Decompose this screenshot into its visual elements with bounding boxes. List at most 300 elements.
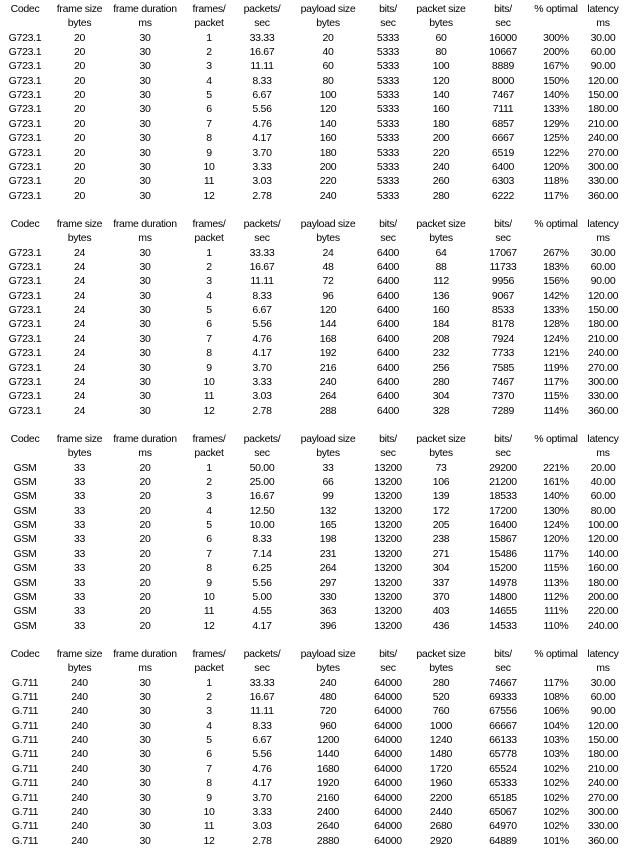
cell-payload-size: 288 [319,404,337,417]
cell-payload-size: 2400 [316,805,340,818]
table-row [0,303,628,317]
header-payload-bits-per-sec: sec [380,17,396,30]
header-packet-size: packet size [416,218,466,230]
cell-payload-bits-per-sec: 5333 [376,46,400,59]
cell-payload-bits-per-sec: 5333 [376,74,400,87]
cell-payload-bits-per-sec: 13200 [374,476,402,489]
cell-latency: 270.00 [587,361,619,374]
cell-payload-bits-per-sec: 5333 [376,60,400,73]
cell-percent-optimal: 130% [543,504,569,517]
cell-packet-size: 2440 [429,805,453,818]
cell-packet-bits-per-sec: 6303 [491,175,515,188]
cell-payload-size: 1200 [316,734,340,747]
cell-frame-size: 20 [73,103,86,116]
cell-packets-per-sec: 6.67 [252,89,272,102]
cell-latency: 150.00 [587,304,619,317]
table-row [0,805,628,819]
cell-percent-optimal: 200% [543,46,569,59]
header-percent-optimal: % optimal [534,433,578,445]
cell-latency: 300.00 [587,805,619,818]
cell-frame-size: 33 [73,619,86,632]
cell-payload-size: 40 [322,46,334,59]
cell-frames-per-packet: 7 [206,547,212,560]
cell-payload-bits-per-sec: 64000 [374,676,402,689]
cell-frame-duration: 30 [139,347,151,360]
header-frames-per-packet: packet [194,17,224,30]
cell-frames-per-packet: 9 [206,576,212,589]
cell-frame-duration: 30 [139,289,151,302]
cell-packets-per-sec: 4.55 [252,605,272,618]
cell-frame-duration: 20 [139,461,151,474]
cell-packet-bits-per-sec: 66667 [489,719,517,732]
cell-frame-size: 33 [73,519,86,532]
cell-frames-per-packet: 5 [206,519,212,532]
cell-frame-duration: 30 [139,160,151,173]
cell-frame-duration: 30 [139,318,151,331]
cell-payload-size: 120 [319,304,337,317]
cell-frames-per-packet: 1 [206,31,212,44]
cell-latency: 240.00 [587,619,619,632]
cell-frames-per-packet: 8 [206,347,212,360]
cell-codec: G723.1 [8,275,42,288]
cell-payload-bits-per-sec: 13200 [374,519,402,532]
cell-payload-size: 160 [319,132,337,145]
header-frames-per-packet: frames/ [192,648,226,660]
cell-packet-bits-per-sec: 74667 [489,676,517,689]
cell-percent-optimal: 133% [543,103,569,116]
cell-frames-per-packet: 6 [206,103,212,116]
cell-percent-optimal: 140% [543,89,569,102]
cell-packet-size: 280 [432,676,450,689]
table-row [0,547,628,561]
cell-codec: G.711 [11,719,39,732]
cell-percent-optimal: 161% [543,476,569,489]
cell-payload-bits-per-sec: 13200 [374,504,402,517]
cell-percent-optimal: 102% [543,777,569,790]
cell-packets-per-sec: 33.33 [249,246,275,259]
cell-latency: 20.00 [590,461,616,474]
cell-packet-bits-per-sec: 16400 [489,519,517,532]
cell-payload-size: 24 [322,246,334,259]
cell-frames-per-packet: 10 [203,375,215,388]
cell-codec: G723.1 [8,189,42,202]
cell-percent-optimal: 115% [543,562,569,575]
cell-codec: GSM [13,519,37,532]
cell-frame-duration: 30 [139,762,151,775]
cell-frame-size: 20 [73,60,86,73]
header-payload-size: payload size [300,3,356,15]
cell-codec: G.711 [11,805,39,818]
cell-percent-optimal: 300% [543,31,569,44]
cell-latency: 120.00 [587,719,619,732]
cell-frame-size: 20 [73,189,86,202]
cell-frame-size: 33 [73,504,86,517]
cell-frames-per-packet: 5 [206,304,212,317]
cell-packets-per-sec: 4.17 [252,777,272,790]
header-payload-bits-per-sec: sec [380,662,396,675]
cell-packet-bits-per-sec: 16000 [489,31,517,44]
cell-packet-bits-per-sec: 15867 [489,533,517,546]
header-codec: Codec [10,648,40,660]
header-frame-duration: ms [138,662,152,675]
header-frames-per-packet: packet [194,662,224,675]
cell-payload-size: 168 [319,332,337,345]
cell-frame-duration: 30 [139,74,151,87]
cell-packet-bits-per-sec: 64889 [489,834,517,847]
cell-frame-duration: 20 [139,562,151,575]
cell-payload-size: 2640 [316,820,340,833]
cell-packets-per-sec: 5.56 [252,103,272,116]
cell-payload-size: 240 [319,189,337,202]
cell-packet-bits-per-sec: 6857 [491,117,515,130]
cell-frame-size: 20 [73,132,86,145]
cell-frames-per-packet: 10 [203,160,215,173]
cell-frames-per-packet: 10 [203,805,215,818]
cell-latency: 210.00 [587,117,619,130]
cell-latency: 240.00 [587,132,619,145]
cell-payload-size: 264 [319,390,337,403]
cell-frames-per-packet: 2 [206,476,212,489]
cell-payload-bits-per-sec: 64000 [374,777,402,790]
cell-payload-size: 33 [322,461,334,474]
cell-latency: 300.00 [587,375,619,388]
cell-latency: 30.00 [590,676,616,689]
cell-latency: 120.00 [587,74,619,87]
cell-frame-duration: 30 [139,60,151,73]
cell-packet-bits-per-sec: 18533 [489,490,517,503]
cell-frames-per-packet: 1 [206,461,212,474]
cell-payload-bits-per-sec: 64000 [374,748,402,761]
cell-packet-size: 73 [435,461,447,474]
cell-packet-bits-per-sec: 65524 [489,762,517,775]
cell-packet-bits-per-sec: 7467 [491,89,515,102]
cell-latency: 240.00 [587,347,619,360]
cell-packet-bits-per-sec: 15200 [489,562,517,575]
cell-payload-size: 20 [322,31,334,44]
cell-frames-per-packet: 5 [206,734,212,747]
table-row [0,45,628,59]
cell-frame-duration: 30 [139,375,151,388]
table-header-row [0,2,628,16]
table-row [0,289,628,303]
cell-percent-optimal: 121% [543,347,569,360]
cell-codec: G723.1 [8,60,42,73]
cell-percent-optimal: 120% [543,533,569,546]
header-percent-optimal: % optimal [534,218,578,230]
cell-packets-per-sec: 3.33 [252,375,272,388]
cell-payload-bits-per-sec: 5333 [376,31,400,44]
cell-frame-duration: 30 [139,332,151,345]
header-payload-bits-per-sec: bits/ [379,218,397,230]
cell-packets-per-sec: 6.67 [252,304,272,317]
table-row [0,332,628,346]
cell-payload-bits-per-sec: 6400 [376,390,400,403]
cell-frames-per-packet: 3 [206,705,212,718]
cell-frame-duration: 30 [139,261,151,274]
cell-frame-duration: 30 [139,777,151,790]
cell-frame-size: 240 [71,676,88,689]
cell-percent-optimal: 122% [543,146,569,159]
table-row [0,690,628,704]
cell-percent-optimal: 124% [543,332,569,345]
cell-frame-size: 33 [73,461,86,474]
cell-frame-duration: 20 [139,504,151,517]
header-payload-size: bytes [316,447,340,460]
cell-frame-size: 33 [73,490,86,503]
cell-packet-size: 112 [433,275,449,288]
cell-latency: 180.00 [587,748,619,761]
cell-packet-size: 160 [432,103,450,116]
cell-frame-size: 20 [73,74,86,87]
table-row [0,747,628,761]
cell-latency: 180.00 [587,318,619,331]
cell-packet-bits-per-sec: 17067 [489,246,517,259]
cell-percent-optimal: 103% [543,748,569,761]
cell-latency: 220.00 [587,605,619,618]
cell-latency: 270.00 [587,146,619,159]
cell-codec: G723.1 [8,132,42,145]
header-packet-size: packet size [416,3,466,15]
cell-packet-size: 304 [432,390,450,403]
cell-payload-bits-per-sec: 13200 [374,547,402,560]
cell-codec: G.711 [11,791,39,804]
cell-payload-bits-per-sec: 64000 [374,820,402,833]
header-payload-size: payload size [300,648,356,660]
header-latency: ms [596,447,610,460]
cell-frame-size: 24 [73,318,86,331]
cell-packet-bits-per-sec: 66133 [489,734,517,747]
cell-frame-size: 24 [73,347,86,360]
cell-codec: G723.1 [8,304,42,317]
header-payload-bits-per-sec: bits/ [379,433,397,445]
cell-latency: 360.00 [587,404,619,417]
cell-packet-size: 172 [432,504,450,517]
cell-latency: 150.00 [587,734,619,747]
cell-frames-per-packet: 3 [206,490,212,503]
cell-payload-bits-per-sec: 5333 [376,117,400,130]
cell-frame-size: 20 [73,146,86,159]
cell-frame-size: 24 [73,246,86,259]
cell-payload-size: 180 [319,146,337,159]
header-frame-duration: frame duration [113,218,177,230]
cell-packets-per-sec: 7.14 [252,547,272,560]
cell-codec: G.711 [11,676,39,689]
cell-codec: G723.1 [8,46,42,59]
cell-frame-duration: 30 [139,117,151,130]
cell-payload-size: 48 [322,261,334,274]
cell-payload-size: 720 [319,705,337,718]
cell-packet-bits-per-sec: 14533 [489,619,517,632]
cell-percent-optimal: 117% [543,375,569,388]
cell-packets-per-sec: 16.67 [249,261,275,274]
table-row [0,576,628,590]
cell-payload-bits-per-sec: 64000 [374,705,402,718]
cell-payload-size: 80 [322,74,334,87]
cell-codec: G723.1 [8,74,42,87]
cell-frame-size: 24 [73,375,86,388]
cell-percent-optimal: 111% [543,605,569,618]
cell-frame-size: 20 [73,175,86,188]
cell-codec: G723.1 [8,89,42,102]
cell-latency: 120.00 [587,289,619,302]
cell-payload-bits-per-sec: 6400 [376,332,400,345]
cell-frame-size: 24 [73,304,86,317]
cell-payload-bits-per-sec: 13200 [374,619,402,632]
cell-percent-optimal: 129% [543,117,569,130]
table-row [0,59,628,73]
cell-frames-per-packet: 1 [206,676,212,689]
cell-frames-per-packet: 3 [206,60,212,73]
header-frames-per-packet: packet [194,447,224,460]
cell-percent-optimal: 117% [543,676,569,689]
cell-frame-size: 24 [73,261,86,274]
cell-codec: G723.1 [8,175,42,188]
header-packet-bits-per-sec: bits/ [494,218,512,230]
cell-latency: 330.00 [587,175,619,188]
cell-percent-optimal: 125% [543,132,569,145]
cell-codec: G723.1 [8,103,42,116]
cell-latency: 330.00 [587,390,619,403]
cell-packet-size: 205 [432,519,450,532]
header-packet-bits-per-sec: sec [495,17,511,30]
cell-packet-size: 80 [435,46,447,59]
cell-packets-per-sec: 8.33 [252,289,272,302]
cell-frame-duration: 20 [139,519,151,532]
cell-frames-per-packet: 9 [206,361,212,374]
cell-payload-bits-per-sec: 13200 [374,576,402,589]
cell-frame-duration: 30 [139,132,151,145]
cell-packet-bits-per-sec: 21200 [489,476,517,489]
cell-payload-bits-per-sec: 13200 [374,605,402,618]
cell-percent-optimal: 113% [543,576,569,589]
header-latency: ms [596,17,610,30]
table-row [0,102,628,116]
cell-codec: G723.1 [8,160,42,173]
cell-packet-size: 1240 [429,734,453,747]
table-row [0,317,628,331]
cell-percent-optimal: 150% [543,74,569,87]
cell-frame-size: 240 [71,820,88,833]
header-frames-per-packet: packet [194,232,224,245]
cell-payload-size: 100 [319,89,337,102]
cell-packet-size: 370 [432,590,450,603]
cell-payload-size: 96 [322,289,334,302]
cell-payload-bits-per-sec: 5333 [376,160,400,173]
cell-payload-size: 264 [319,562,337,575]
cell-frame-size: 240 [71,734,88,747]
cell-packets-per-sec: 3.03 [252,175,272,188]
cell-frame-size: 240 [71,719,88,732]
header-latency: latency [587,648,619,660]
cell-packets-per-sec: 11.11 [250,705,274,718]
cell-payload-bits-per-sec: 6400 [376,304,400,317]
cell-packets-per-sec: 4.76 [252,117,272,130]
table-row [0,475,628,489]
cell-frame-size: 33 [73,476,86,489]
cell-packets-per-sec: 8.33 [252,533,272,546]
cell-codec: G.711 [11,691,39,704]
cell-percent-optimal: 117% [543,189,569,202]
cell-percent-optimal: 183% [543,261,569,274]
cell-packet-size: 2680 [429,820,453,833]
table-row [0,160,628,174]
table-row [0,590,628,604]
header-packet-size: packet size [416,433,466,445]
cell-latency: 180.00 [587,103,619,116]
cell-percent-optimal: 124% [543,519,569,532]
cell-packets-per-sec: 4.17 [252,132,272,145]
cell-packet-size: 200 [432,132,450,145]
table-row [0,762,628,776]
cell-frame-size: 240 [71,705,88,718]
table-header-row [0,231,628,245]
cell-latency: 60.00 [590,691,616,704]
cell-latency: 270.00 [587,791,619,804]
cell-payload-size: 2160 [316,791,340,804]
cell-payload-bits-per-sec: 13200 [374,490,402,503]
table-row [0,461,628,475]
cell-payload-size: 1680 [316,762,340,775]
cell-payload-size: 198 [319,533,337,546]
cell-frame-size: 240 [71,777,88,790]
cell-payload-bits-per-sec: 6400 [376,246,400,259]
cell-packets-per-sec: 33.33 [249,676,275,689]
cell-latency: 210.00 [587,762,619,775]
cell-frame-size: 33 [73,533,86,546]
cell-frame-duration: 20 [139,590,151,603]
cell-payload-bits-per-sec: 13200 [374,590,402,603]
cell-packets-per-sec: 3.70 [252,361,272,374]
cell-frame-duration: 30 [139,304,151,317]
cell-payload-size: 192 [319,347,337,360]
cell-packets-per-sec: 8.33 [252,74,272,87]
cell-payload-size: 99 [322,490,334,503]
cell-packet-size: 760 [432,705,450,718]
cell-payload-size: 140 [319,117,337,130]
cell-packet-bits-per-sec: 8178 [491,318,515,331]
cell-codec: G.711 [11,748,39,761]
cell-percent-optimal: 118% [543,175,569,188]
table-row [0,676,628,690]
cell-frame-size: 24 [73,390,86,403]
table-row [0,504,628,518]
table-row [0,733,628,747]
cell-latency: 240.00 [587,777,619,790]
cell-frame-duration: 30 [139,705,151,718]
cell-percent-optimal: 119% [543,361,569,374]
cell-payload-bits-per-sec: 64000 [374,719,402,732]
table-row [0,189,628,203]
cell-packets-per-sec: 5.56 [252,318,272,331]
cell-packet-size: 240 [432,160,450,173]
cell-payload-bits-per-sec: 5333 [376,132,400,145]
cell-frames-per-packet: 8 [206,777,212,790]
header-packets-per-sec: packets/ [243,433,281,445]
cell-frame-size: 20 [73,117,86,130]
cell-frame-duration: 20 [139,533,151,546]
header-packet-bits-per-sec: sec [495,232,511,245]
table-row [0,404,628,418]
cell-packets-per-sec: 4.17 [252,619,272,632]
cell-percent-optimal: 115% [543,390,569,403]
cell-percent-optimal: 133% [543,304,569,317]
cell-payload-bits-per-sec: 64000 [374,834,402,847]
cell-codec: G723.1 [8,347,42,360]
cell-frame-duration: 30 [139,820,151,833]
header-codec: Codec [10,218,40,230]
cell-codec: G723.1 [8,246,42,259]
table-row [0,31,628,45]
